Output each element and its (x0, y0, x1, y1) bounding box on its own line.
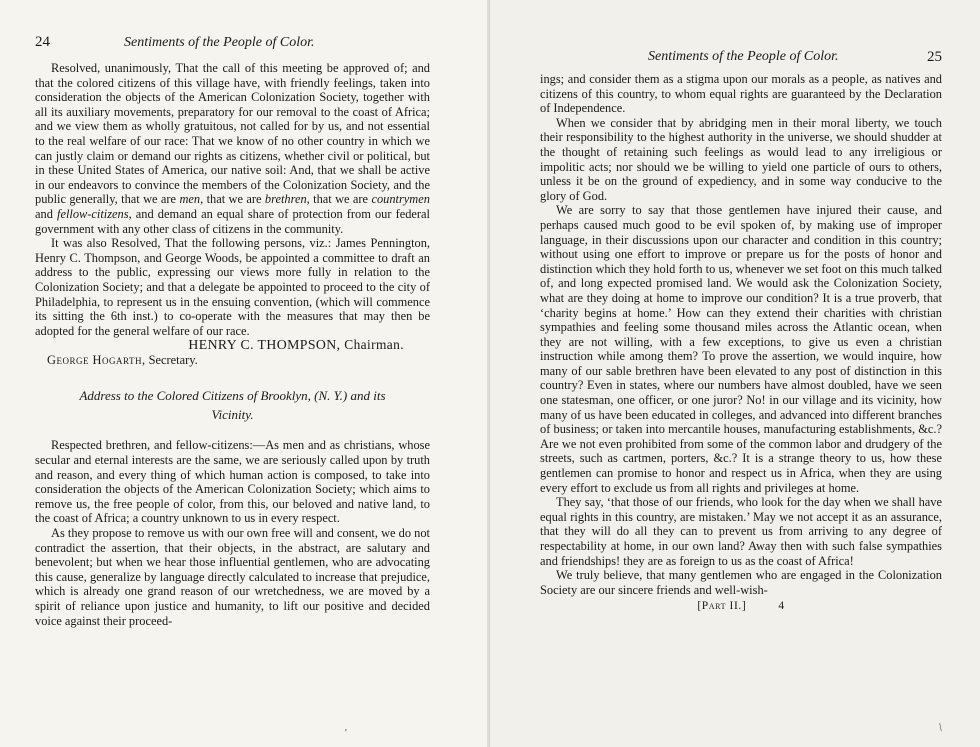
right-page-number: 25 (927, 49, 942, 65)
printer-mark: ' (345, 728, 347, 739)
right-text-column (540, 72, 942, 614)
left-paragraph-2: It was also Resolved, That the following persons, viz.: James Pennington, Henry C. Thompson, and George Woods, be appointed a committee to draft an address to the public, expressing our views more fully in relation to the Colonization Society; and that a delegate be appointed to proceed to the city of Philadelphia, to represent us in the ensuing convention, (which will commence its sitting the 6th inst.) to co-operate with the measures that may then be adopted for the general welfare of our race. (35, 236, 430, 338)
right-paragraph-3: We are sorry to say that those gentlemen have injured their cause, and perhaps caused much good to be evil spoken of, by making use of improper language, in their discussions upon our character and condition in this country; without using one effort to improve or prepare us for the posts of honor and distinction which they hold forth to us, whenever we set foot on this much talked of, and long expected promised land. We would ask the Colonization Society, what are they doing at home to improve our condition? It is a true proverb, that ‘charity begins at home.’ How can they extend their charities with christian sympathies and feeling some thousand miles across the Atlantic ocean, when they are not willing, with a few exceptions, to give us even a christian instruction while among them? To prove the assertion, we would inquire, how many of our sable brethren have been elevated to any post of distinction in this country? Even in states, where our numbers have almost doubled, have we seen one statesman, one officer, or one juror? No! in our village and its vicinity, how many of us have been educated in colleges, and advanced into different branches of business; or taken into mercantile houses, manufacturing establishments, &c.? Are we not even prohibited from some of the common labor and drudgery of the streets, such as cartmen, porters, &c.? It is a strange theory to us, how these gentlemen can promise to honor and respect us in Africa, when they are using every effort to exclude us from all rights and privileges at home. (540, 203, 942, 495)
secretary-signature: George Hogarth, Secretary. (47, 352, 198, 367)
right-paragraph-1: ings; and consider them as a stigma upon our morals as a people, as natives and citizens of this country, to whom equal rights are guaranteed by the Declaration of Independence. (540, 72, 942, 116)
left-paragraph-1: Resolved, unanimously, That the call of this meeting be approved of; and that the colored citizens of this village have, with friendly feelings, taken into consideration the objects of the American Colonization Society, together with all its auxiliary movements, preparatory for our removal to the coast of Africa; and we view them as wholly gratuitous, not called for by us, and not essential to the real welfare of our race: That we know of no other country in which we can justly claim or demand our rights as citizens, whether civil or political, but in these United States of America, our native soil: And, that we shall be active in our endeavors to convince the members of the Colonization Society, and the public generally, that we are men, that we are brethren, that we are countrymen and fellow-citizens, and demand an equal share of protection from our federal government with any other class of citizens in the community. (35, 61, 430, 236)
left-page-number: 24 (35, 34, 50, 50)
left-text-column (35, 61, 430, 628)
signature-mark: [Part II.] 4 (697, 600, 785, 613)
left-paragraph-3: Respected brethren, and fellow-citizens:—As men and as christians, whose secular and eternal interests are the same, we are seriously called upon by truth and reason, and every thing of which human action is composed, to take into consideration the objects of the American Colonization Society; which aims to remove us, the free people of color, from this, our beloved and native land, to the coast of Africa; a country unknown to us in every respect. (35, 438, 430, 526)
address-heading: Address to the Colored Citizens of Brooklyn, (N. Y.) and its Vicinity. (79, 388, 386, 423)
right-paragraph-4: They say, ‘that those of our friends, who look for the day when we shall have equal rights in this country, are mistaken.’ May we not accept it as an assurance, that they will do all they can to prevent us from arriving to any degree of respectability at home, in our own land? Away then with such false sympathies and friendships! they are as foreign to us as the coast of Africa! (540, 495, 942, 568)
left-paragraph-4: As they propose to remove us with our own free will and consent, we do not contradict the assertion, that their objects, in the abstract, are salutary and benevolent; but when we hear those influential gentlemen, who are advocating this cause, generalize by language directly calculated to increase that prejudice, which is already one grand reason of our wretchedness, we are moved by a spirit of reliance upon justice and humanity, to lift our positive and decided voice against their proceed- (35, 526, 430, 628)
right-running-head: Sentiments of the People of Color. (648, 49, 839, 64)
chairman-signature: HENRY C. THOMPSON, Chairman. (188, 337, 404, 353)
right-paragraph-2: When we consider that by abridging men in their moral liberty, we touch their responsibility to the highest authority in the universe, we should shudder at the thought of retaining such feelings as would lead to any irreligious or impolitic acts; nor should we be willing to yield one particle of ours to others, unless it be on the ground of expediency, and in some way conducive to the glory of God. (540, 115, 942, 203)
left-running-head: Sentiments of the People of Color. (124, 35, 315, 50)
printer-mark-right: / (935, 720, 946, 734)
right-page (490, 0, 980, 747)
right-paragraph-5: We truly believe, that many gentlemen who are engaged in the Colonization Society are our sincere friends and well-wish- (540, 568, 942, 597)
